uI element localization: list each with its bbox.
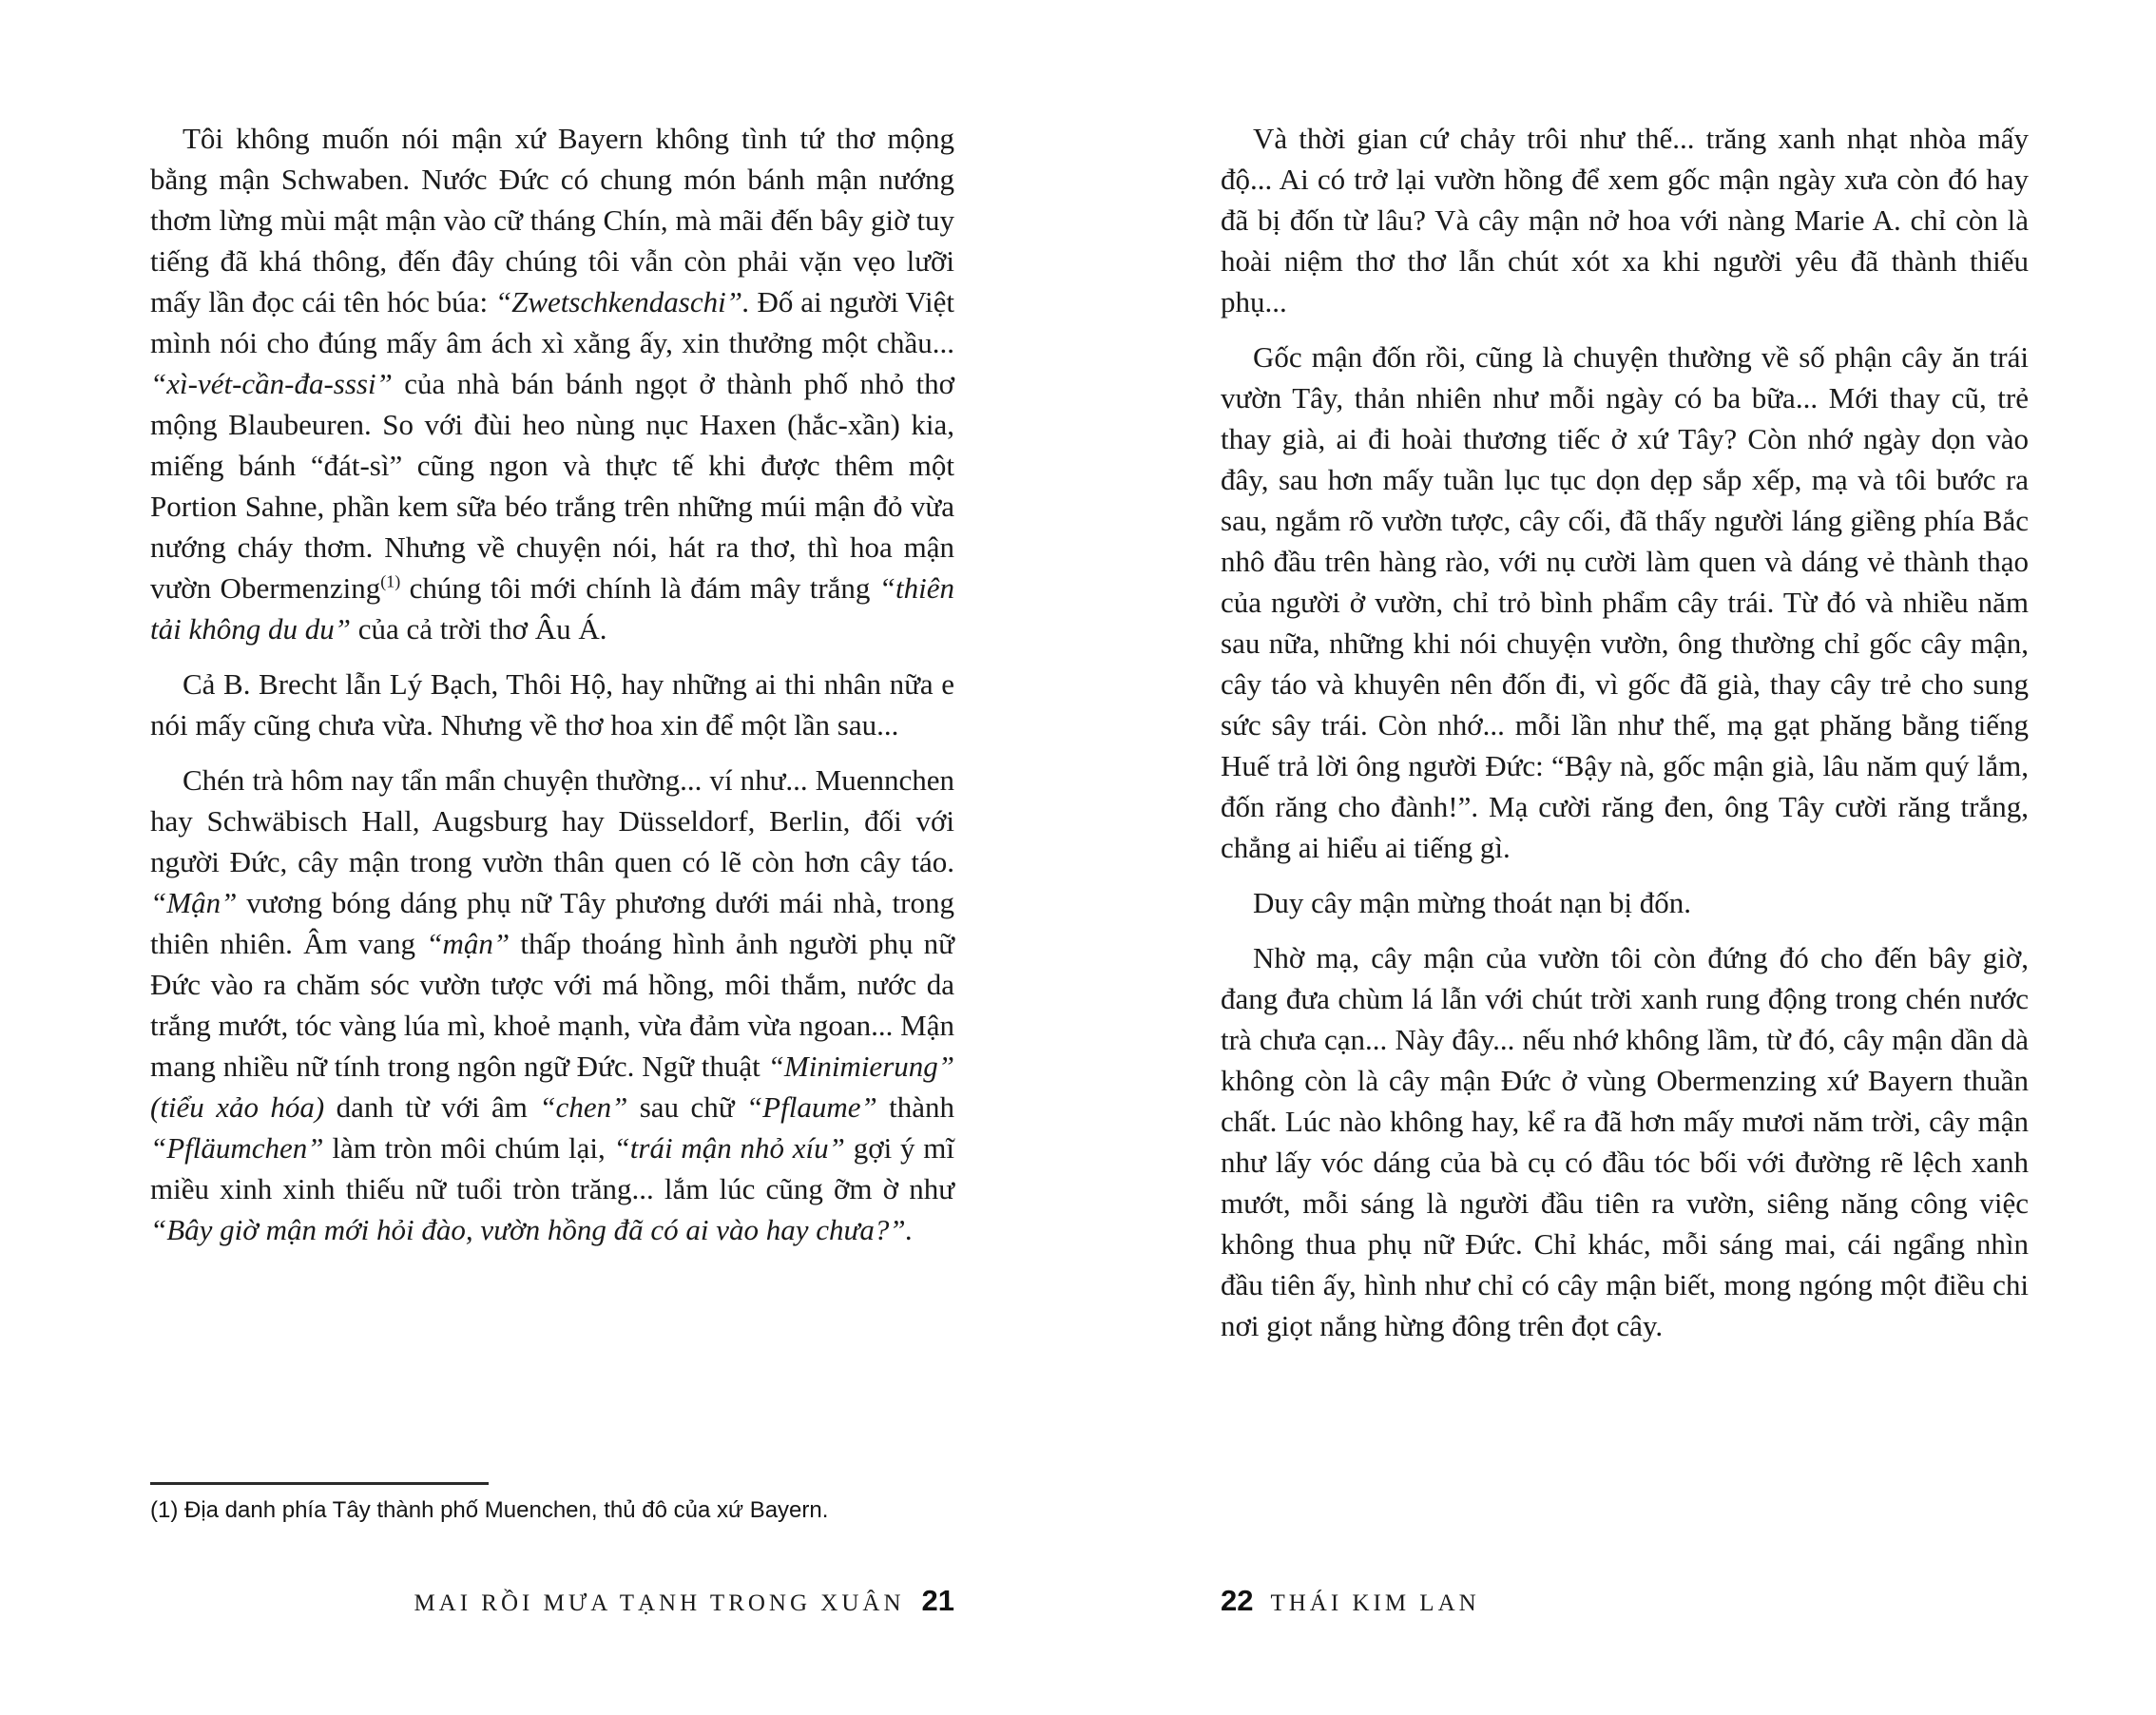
text-run: Cả B. Brecht lẫn Lý Bạch, Thôi Hộ, hay những ai thi nhân nữa e nói mấy cũng chưa vừa. Nhưng về thơ hoa xin để một lần sau... — [150, 667, 954, 742]
text-run: thấp thoáng hình ảnh người phụ nữ Đức vào ra chăm sóc vườn tược với má hồng, môi thắm, nước da trắng mướt, tóc vàng lúa mì, khoẻ mạnh, vừa đảm vừa ngoan... Mận mang nhiều nữ tính trong ngôn ngữ Đức. Ngữ thuật — [150, 927, 954, 1083]
italic-run: “Mận” — [150, 886, 238, 919]
paragraph — [150, 118, 954, 649]
running-author: THÁI KIM LAN — [1270, 1590, 1480, 1616]
text-run: Nhờ mạ, cây mận của vườn tôi còn đứng đó cho đến bây giờ, đang đưa chùm lá lẫn với chút trời xanh rung động trong chén nước trà chưa cạn... Này đây... nếu nhớ không lầm, từ đó, cây mận dần dà không còn là cây mận Đức ở vùng Obermenzing xứ Bayern thuần chất. Lúc nào không hay, kể ra đã hơn mấy mươi năm trời, cây mận như lấy vóc dáng của bà cụ có đầu tóc bối với đường rẽ lệch xanh mướt, mỗi sáng là người đầu tiên ra vườn, siêng năng công việc không thua phụ nữ Đức. Chỉ khác, mỗi sáng mai, cái ngẩng nhìn đầu tiên ấy, hình như chỉ có cây mận biết, mong ngóng một điều chi nơi giọt nắng hừng đông trên đọt cây. — [1221, 941, 2029, 1342]
text-run: thành — [876, 1090, 954, 1124]
text-run: gợi ý mĩ miều xinh xinh thiếu nữ tuổi tròn trăng... lắm lúc cũng ỡm ờ như — [150, 1131, 955, 1205]
text-run: Và thời gian cứ chảy trôi như thế... trăng xanh nhạt nhòa mấy độ... Ai có trở lại vườn hồng để xem gốc mận ngày xưa còn đó hay đã bị đốn từ lâu? Và cây mận nở hoa với nàng Marie A. chỉ còn là hoài niệm thơ thơ lẫn chút xót xa khi người yêu đã thành thiếu phụ... — [1221, 122, 2029, 318]
italic-run: “Pfläumchen” — [150, 1131, 324, 1165]
paragraph — [1221, 937, 2029, 1346]
right-page-number: 22 — [1221, 1584, 1254, 1617]
italic-run: “Bây giờ mận mới hỏi đào, vườn hồng đã có ai vào hay chưa?”. — [150, 1213, 914, 1246]
running-title: MAI RỒI MƯA TẠNH TRONG XUÂN — [414, 1590, 905, 1616]
right-page-text-column — [1221, 118, 2029, 1360]
text-run: vương bóng dáng phụ nữ Tây phương dưới mái nhà, trong thiên nhiên. Âm vang — [150, 886, 954, 960]
left-page-text-column — [150, 118, 954, 1264]
footnote-divider — [150, 1482, 489, 1485]
italic-run: “thiên tải không du du” — [150, 571, 954, 646]
italic-run: “mận” — [426, 927, 510, 960]
text-run: sau chữ — [627, 1090, 746, 1124]
text-run: Chén trà hôm nay tẩn mẩn chuyện thường... ví như... Muennchen hay Schwäbisch Hall, Augsburg hay Düsseldorf, Berlin, đối với người Đức, cây mận trong vườn thân quen có lẽ còn hơn cây táo. — [150, 763, 954, 878]
italic-run: “Minimierung” (tiểu xảo hóa) — [150, 1050, 954, 1124]
italic-run: “trái mận nhỏ xíu” — [613, 1131, 845, 1165]
text-run: chúng tôi mới chính là đám mây trắng — [400, 571, 879, 605]
text-run: của cả trời thơ Âu Á. — [350, 612, 607, 646]
text-run: danh từ với âm — [324, 1090, 540, 1124]
text-run: Duy cây mận mừng thoát nạn bị đốn. — [1253, 886, 1692, 919]
italic-run: “xì-vét-cần-đa-sssi” — [150, 367, 393, 400]
paragraph — [150, 664, 954, 745]
text-run: Đố ai người Việt mình nói cho đúng mấy âm ách xì xằng ấy, xin thưởng một chầu... — [150, 285, 954, 359]
paragraph — [1221, 882, 2029, 923]
text-run: làm tròn môi chúm lại, — [323, 1131, 614, 1165]
paragraph — [1221, 118, 2029, 322]
text-run: Gốc mận đốn rồi, cũng là chuyện thường về số phận cây ăn trái vườn Tây, thản nhiên như mỗi ngày có ba bữa... Mới thay cũ, trẻ thay già, ai đi hoài thương tiếc ở xứ Tây? Còn nhớ ngày dọn vào đây, sau hơn mấy tuần lục tục dọn dẹp sắp xếp, mạ và tôi bước ra sau, ngắm rõ vườn tược, cây cối, đã thấy người láng giềng phía Bắc nhô đầu trên hàng rào, với nụ cười làm quen và dáng vẻ thành thạo của người ở vườn, chỉ trỏ bình phẩm cây trái. Từ đó và nhiều năm sau nữa, những khi nói chuyện vườn, ông thường chỉ gốc cây mận, cây táo và khuyên nên đốn đi, vì gốc đã già, thay cây trẻ cho sung sức sây trái. Còn nhớ... mỗi lần như thế, mạ gạt phăng bằng tiếng Huế trả lời ông người Đức: “Bậy nà, gốc mận già, lâu năm quý lắm, đốn răng cho đành!”. Mạ cười răng đen, ông Tây cười răng trắng, chẳng ai hiểu ai tiếng gì. — [1221, 340, 2029, 864]
paragraph — [150, 760, 954, 1250]
italic-run: “Pflaume” — [745, 1090, 877, 1124]
left-page-footer — [150, 1584, 954, 1618]
italic-run: “chen” — [539, 1090, 628, 1124]
footnote-marker: (1) — [380, 571, 401, 591]
text-run: của nhà bán bánh ngọt ở thành phố nhỏ thơ mộng Blaubeuren. So với đùi heo nùng nục Haxen (hắc-xần) kia, miếng bánh “đát-sì” cũng ngon và thực tế khi được thêm một Portion Sahne, phần kem sữa béo trắng trên những múi mận đỏ vừa nướng cháy thơm. Nhưng về chuyện nói, hát ra thơ, thì hoa mận vườn Obermenzing — [150, 367, 954, 605]
italic-run: “Zwetschkendaschi”. — [494, 285, 750, 318]
right-page-footer — [1221, 1584, 2029, 1618]
footnote-text: (1) Địa danh phía Tây thành phố Muenchen, thủ đô của xứ Bayern. — [150, 1497, 829, 1523]
left-page-number: 21 — [921, 1584, 954, 1617]
text-run: Tôi không muốn nói mận xứ Bayern không tình tứ thơ mộng bằng mận Schwaben. Nước Đức có chung món bánh mận nướng thơm lừng mùi mật mận vào cữ tháng Chín, mà mãi đến bây giờ tuy tiếng đã khá thông, đến đây chúng tôi vẫn còn phải vặn vẹo lưỡi mấy lần đọc cái tên hóc búa: — [150, 122, 954, 318]
paragraph — [1221, 337, 2029, 868]
